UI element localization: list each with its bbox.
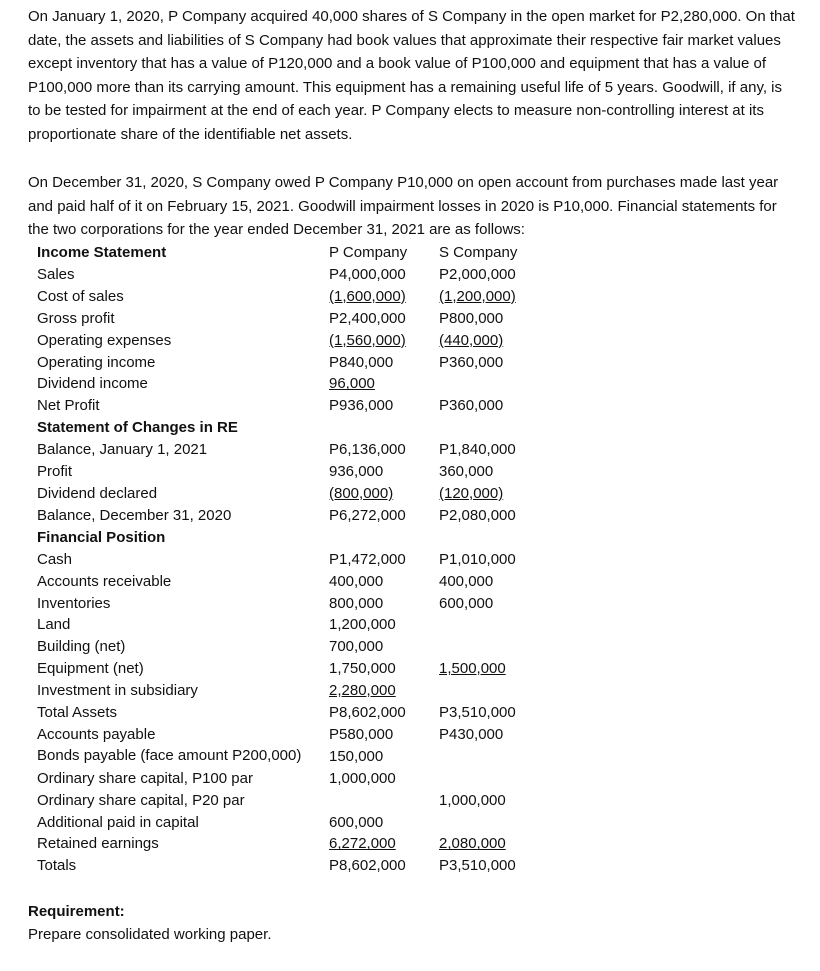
p-company-cell: [329, 768, 439, 790]
intro-paragraph: On January 1, 2020, P Company acquired 40,000 shares of S Company in the open market for P2,280,000. On that date, the assets and liabilities of S Company had book values that approximate their respective fair market values except inventory that has a value of P120,000 and a book value of P100,000 and equipment that has a value of P100,000 more than its carrying amount. This equipment has a remaining useful life of 5 years. Goodwill, if any, is to be tested for impairment at the end of each year. P Company elects to measure non-controlling interest at its proportionate share of the identifiable net assets.: [28, 8, 795, 143]
p-company-cell: [329, 264, 439, 286]
row-label: Dividend income: [37, 375, 148, 393]
requirement-text: Prepare consolidated working paper.: [28, 926, 272, 943]
column-header-p-company: P Company: [329, 244, 408, 261]
p-company-cell: [329, 636, 439, 658]
p-company-value: 800,000: [329, 594, 384, 612]
table-row: [32, 373, 549, 395]
table-row: [32, 264, 549, 286]
row-label: Accounts receivable: [37, 572, 172, 590]
financial-statements-table: [32, 242, 549, 877]
s-company-cell: [439, 264, 549, 286]
table-row: [32, 505, 549, 527]
s-company-value: 400,000: [439, 572, 494, 590]
p-company-value: P8,602,000: [329, 704, 406, 722]
row-label: Retained earnings: [37, 835, 159, 853]
p-company-cell: [329, 593, 439, 615]
section-title-income-statement: Income Statement: [37, 244, 167, 261]
s-company-value: 2,080,000: [439, 835, 506, 853]
s-company-value: 1,500,000: [439, 660, 506, 678]
s-company-cell: [439, 855, 549, 877]
requirement-label: Requirement:: [28, 903, 125, 920]
s-company-value: P800,000: [439, 309, 504, 327]
row-label: Sales: [37, 265, 75, 283]
s-company-cell: [439, 286, 549, 308]
s-company-value: P3,510,000: [439, 704, 516, 722]
p-company-cell: [329, 330, 439, 352]
p-company-value: 1,200,000: [329, 616, 396, 634]
table-row: [32, 352, 549, 374]
row-label: Balance, December 31, 2020: [37, 506, 232, 524]
s-company-cell: [439, 746, 549, 768]
row-label: Ordinary share capital, P100 par: [37, 769, 253, 787]
p-company-cell: [329, 483, 439, 505]
s-company-value: (440,000): [439, 331, 504, 349]
table-header-row: [32, 242, 549, 264]
p-company-cell: [329, 614, 439, 636]
p-company-value: 1,750,000: [329, 660, 396, 678]
table-row: [32, 658, 549, 680]
section-title-changes-in-re: Statement of Changes in RE: [37, 419, 238, 437]
table-row: [32, 702, 549, 724]
row-label: Net Profit: [37, 397, 100, 415]
p-company-cell: [329, 833, 439, 855]
p-company-cell: [329, 352, 439, 374]
table-row: [32, 330, 549, 352]
s-company-cell: [439, 395, 549, 417]
table-row: [32, 483, 549, 505]
table-row: [32, 724, 549, 746]
table-row: [32, 308, 549, 330]
p-company-value: P2,400,000: [329, 309, 406, 327]
row-label: Balance, January 1, 2021: [37, 441, 208, 459]
p-company-value: (1,560,000): [329, 331, 406, 349]
p-company-cell: [329, 746, 439, 768]
table-row: [32, 855, 549, 877]
p-company-value: P936,000: [329, 397, 394, 415]
p-company-value: 400,000: [329, 572, 384, 590]
row-label: Totals: [37, 857, 77, 875]
p-company-cell: [329, 790, 439, 812]
table-row: [32, 286, 549, 308]
table-row: [32, 461, 549, 483]
row-label: Dividend declared: [37, 484, 158, 502]
s-company-cell: [439, 461, 549, 483]
p-company-value: 6,272,000: [329, 835, 396, 853]
p-company-value: P6,136,000: [329, 441, 406, 459]
row-label: Accounts payable: [37, 725, 156, 743]
s-company-cell: [439, 505, 549, 527]
s-company-cell: [439, 308, 549, 330]
p-company-value: P1,472,000: [329, 550, 406, 568]
s-company-value: (1,200,000): [439, 287, 516, 305]
s-company-cell: [439, 702, 549, 724]
s-company-cell: [439, 768, 549, 790]
s-company-cell: [439, 614, 549, 636]
row-label: Profit: [37, 463, 73, 481]
p-company-cell: [329, 724, 439, 746]
table-row: [32, 746, 549, 768]
row-label: Ordinary share capital, P20 par: [37, 791, 245, 809]
p-company-value: 150,000: [329, 747, 384, 765]
row-label: Cash: [37, 550, 73, 568]
table-row: [32, 790, 549, 812]
p-company-value: P6,272,000: [329, 506, 406, 524]
p-company-cell: [329, 855, 439, 877]
p-company-cell: [329, 373, 439, 395]
p-company-value: (1,600,000): [329, 287, 406, 305]
p-company-value: 600,000: [329, 813, 384, 831]
row-label: Bonds payable (face amount P200,000): [37, 746, 302, 764]
p-company-cell: [329, 395, 439, 417]
second-paragraph: On December 31, 2020, S Company owed P Company P10,000 on open account from purchases made last year and paid half of it on February 15, 2021. Goodwill impairment losses in 2020 is P10,000. Financial statements for the two corporations for the year ended December 31, 2021 are as follows:: [28, 174, 779, 238]
s-company-cell: [439, 833, 549, 855]
p-company-cell: [329, 702, 439, 724]
s-company-cell: [439, 724, 549, 746]
p-company-cell: [329, 812, 439, 834]
row-label: Equipment (net): [37, 660, 144, 678]
p-company-cell: [329, 461, 439, 483]
table-row: [32, 593, 549, 615]
s-company-cell: [439, 483, 549, 505]
p-company-cell: [329, 439, 439, 461]
s-company-cell: [439, 680, 549, 702]
p-company-value: (800,000): [329, 484, 394, 502]
p-company-value: P4,000,000: [329, 265, 406, 283]
table-row: [32, 636, 549, 658]
row-label: Total Assets: [37, 704, 118, 722]
s-company-value: P360,000: [439, 397, 504, 415]
p-company-value: P580,000: [329, 725, 394, 743]
s-company-cell: [439, 790, 549, 812]
p-company-value: 936,000: [329, 463, 384, 481]
s-company-value: P2,000,000: [439, 265, 516, 283]
s-company-value: P360,000: [439, 353, 504, 371]
s-company-cell: [439, 330, 549, 352]
row-label: Gross profit: [37, 309, 115, 327]
row-label: Inventories: [37, 594, 111, 612]
row-label: Investment in subsidiary: [37, 682, 198, 700]
p-company-value: P840,000: [329, 353, 394, 371]
s-company-cell: [439, 439, 549, 461]
s-company-cell: [439, 352, 549, 374]
row-label: Operating expenses: [37, 331, 172, 349]
table-row: [32, 549, 549, 571]
s-company-value: 600,000: [439, 594, 494, 612]
s-company-cell: [439, 812, 549, 834]
column-header-s-company: S Company: [439, 244, 518, 261]
section-title-row: [32, 417, 549, 439]
section-title-financial-position: Financial Position: [37, 528, 166, 546]
s-company-cell: [439, 571, 549, 593]
p-company-value: 1,000,000: [329, 769, 396, 787]
row-label: Building (net): [37, 638, 126, 656]
table-row: [32, 571, 549, 593]
row-label: Additional paid in capital: [37, 813, 199, 831]
s-company-value: (120,000): [439, 484, 504, 502]
s-company-cell: [439, 549, 549, 571]
s-company-cell: [439, 373, 549, 395]
table-row: [32, 680, 549, 702]
p-company-cell: [329, 308, 439, 330]
p-company-cell: [329, 505, 439, 527]
row-label: Operating income: [37, 353, 156, 371]
p-company-cell: [329, 571, 439, 593]
p-company-value: 96,000: [329, 375, 375, 393]
section-title-row: [32, 527, 549, 549]
s-company-value: P2,080,000: [439, 506, 516, 524]
p-company-cell: [329, 658, 439, 680]
s-company-value: P1,010,000: [439, 550, 516, 568]
p-company-cell: [329, 549, 439, 571]
s-company-value: 1,000,000: [439, 791, 506, 809]
table-row: [32, 395, 549, 417]
table-row: [32, 833, 549, 855]
table-row: [32, 812, 549, 834]
s-company-value: P3,510,000: [439, 857, 516, 875]
p-company-value: 700,000: [329, 638, 384, 656]
s-company-value: 360,000: [439, 463, 494, 481]
s-company-cell: [439, 593, 549, 615]
s-company-cell: [439, 636, 549, 658]
table-row: [32, 614, 549, 636]
table-row: [32, 768, 549, 790]
row-label: Cost of sales: [37, 287, 124, 305]
row-label: Land: [37, 616, 71, 634]
s-company-value: P430,000: [439, 725, 504, 743]
s-company-value: P1,840,000: [439, 441, 516, 459]
p-company-value: 2,280,000: [329, 682, 396, 700]
p-company-cell: [329, 680, 439, 702]
s-company-cell: [439, 658, 549, 680]
p-company-cell: [329, 286, 439, 308]
p-company-value: P8,602,000: [329, 857, 406, 875]
table-row: [32, 439, 549, 461]
